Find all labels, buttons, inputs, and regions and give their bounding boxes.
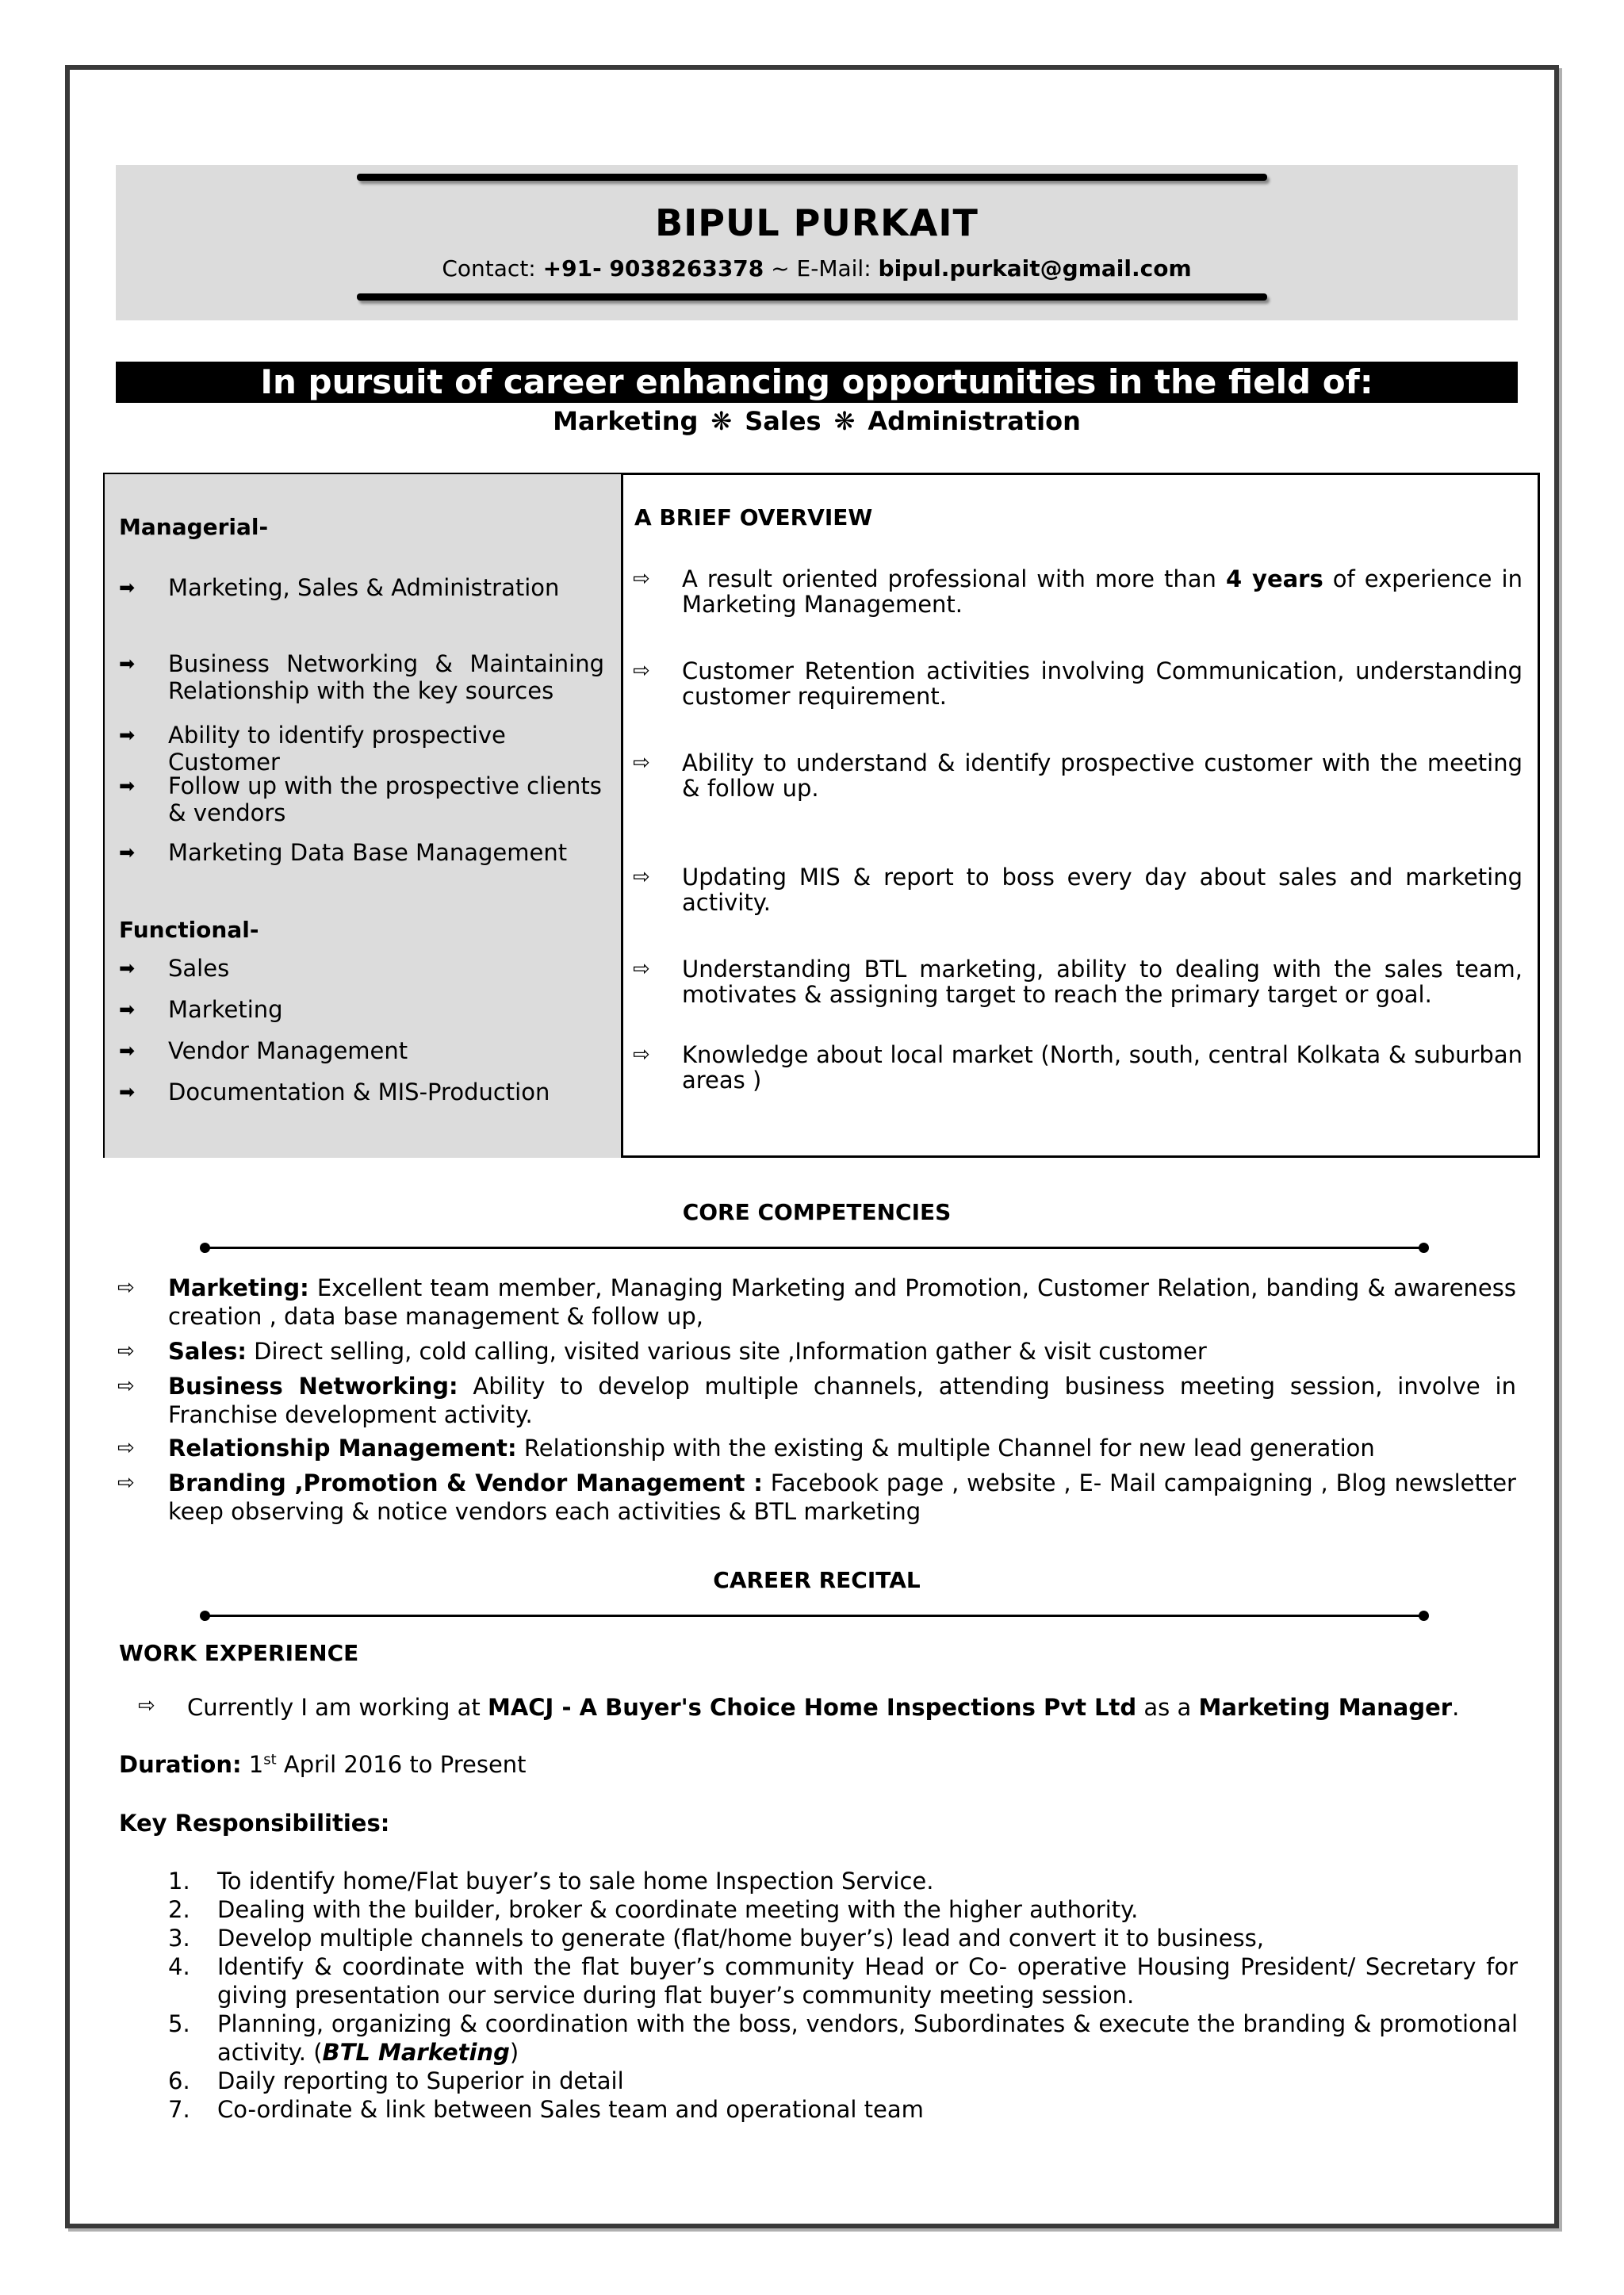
field-sales: Sales <box>745 406 822 436</box>
candidate-name: BIPUL PURKAIT <box>655 201 979 244</box>
skill-item: ➡ Ability to identify prospective Customer <box>119 722 506 776</box>
right-arrow-icon: ➡ <box>119 1081 136 1103</box>
hollow-arrow-icon: ⇨ <box>633 865 650 889</box>
star-separator-icon: ❋ <box>833 406 856 436</box>
hollow-arrow-icon: ⇨ <box>633 567 650 591</box>
hollow-arrow-icon: ⇨ <box>117 1374 135 1398</box>
right-arrow-icon: ➡ <box>119 653 136 675</box>
hollow-arrow-icon: ⇨ <box>117 1471 135 1495</box>
right-arrow-icon: ➡ <box>119 957 136 979</box>
header-bottom-rule <box>357 293 1267 301</box>
overview-item: ⇨ Ability to understand & identify prospective customer with the meeting & follow up. <box>633 749 1522 802</box>
competency-item: ⇨ Branding ,Promotion & Vendor Management : Facebook page , website , E- Mail campaigning , Blog newsletter keep observing & notice vendors each activities & BTL marketing <box>117 1469 1516 1525</box>
functional-heading: Functional- <box>119 917 259 943</box>
hollow-arrow-icon: ⇨ <box>633 751 650 775</box>
key-responsibilities-heading: Key Responsibilities: <box>119 1810 390 1837</box>
duration-line: Duration: 1st April 2016 to Present <box>119 1751 527 1778</box>
right-arrow-icon: ➡ <box>119 724 136 746</box>
contact-label: Contact: <box>442 255 543 282</box>
overview-item: ⇨ Customer Retention activities involving Communication, understanding customer requirement. <box>633 657 1522 710</box>
hollow-arrow-icon: ⇨ <box>633 659 650 683</box>
overview-item: ⇨ A result oriented professional with more than 4 years of experience in Marketing Management. <box>633 565 1522 618</box>
right-arrow-icon: ➡ <box>119 998 136 1021</box>
right-arrow-icon: ➡ <box>119 775 136 797</box>
field-administration: Administration <box>868 406 1081 436</box>
responsibility-item: 5. Planning, organizing & coordination with the boss, vendors, Subordinates & execute the branding & promotional activity. (BTL Marketing) <box>168 2010 1518 2066</box>
field-marketing: Marketing <box>553 406 699 436</box>
objective-banner: In pursuit of career enhancing opportunities in the field of: <box>116 362 1518 403</box>
hollow-arrow-icon: ⇨ <box>633 957 650 981</box>
overview-heading: A BRIEF OVERVIEW <box>634 504 873 531</box>
managerial-heading: Managerial- <box>119 514 269 540</box>
hollow-arrow-icon: ⇨ <box>117 1436 135 1460</box>
responsibility-item: 2. Dealing with the builder, broker & coordinate meeting with the higher authority. <box>168 1896 1139 1923</box>
skill-item: ➡ Business Networking & Maintaining Relationship with the key sources <box>119 650 604 704</box>
phone-number: +91- 9038263378 <box>542 255 764 282</box>
work-experience-heading: WORK EXPERIENCE <box>119 1640 359 1666</box>
competency-item: ⇨ Sales: Direct selling, cold calling, visited various site ,Information gather & visit customer <box>117 1338 1207 1365</box>
hollow-arrow-icon: ⇨ <box>117 1276 135 1300</box>
overview-item: ⇨ Understanding BTL marketing, ability to dealing with the sales team, motivates & assigning target to reach the primary target or goal. <box>633 956 1522 1008</box>
email-label: ~ E-Mail: <box>764 255 879 282</box>
responsibility-item: 7. Co-ordinate & link between Sales team and operational team <box>168 2096 924 2123</box>
right-arrow-icon: ➡ <box>119 1040 136 1062</box>
contact-line <box>116 255 1518 282</box>
section-divider <box>205 1247 1424 1249</box>
career-fields <box>116 406 1518 436</box>
skill-item: ➡ Documentation & MIS-Production <box>119 1079 550 1105</box>
core-competencies-heading: CORE COMPETENCIES <box>682 1199 952 1225</box>
email-address: bipul.purkait@gmail.com <box>878 255 1192 282</box>
skill-item: ➡ Follow up with the prospective clients & vendors <box>119 772 602 826</box>
section-divider <box>205 1615 1424 1617</box>
skill-item: ➡ Marketing, Sales & Administration <box>119 574 560 601</box>
responsibility-item: 4. Identify & coordinate with the flat buyer’s community Head or Co- operative Housing President/ Secretary for giving presentation our service during flat buyer’s community meeting session. <box>168 1953 1518 2009</box>
overview-item: ⇨ Knowledge about local market (North, south, central Kolkata & suburban areas ) <box>633 1041 1522 1094</box>
hollow-arrow-icon: ⇨ <box>138 1694 155 1718</box>
responsibility-item: 3. Develop multiple channels to generate (flat/home buyer’s) lead and convert it to business, <box>168 1925 1264 1952</box>
skill-item: ➡ Sales <box>119 955 230 982</box>
header-top-rule <box>357 174 1267 181</box>
skill-item: ➡ Marketing <box>119 996 283 1023</box>
competency-item: ⇨ Relationship Management: Relationship with the existing & multiple Channel for new lead generation <box>117 1435 1375 1462</box>
career-recital-heading: CAREER RECITAL <box>713 1567 921 1593</box>
hollow-arrow-icon: ⇨ <box>117 1339 135 1363</box>
competency-item: ⇨ Business Networking: Ability to develop multiple channels, attending business meeting session, involve in Franchise development activity. <box>117 1373 1516 1428</box>
competency-item: ⇨ Marketing: Excellent team member, Managing Marketing and Promotion, Customer Relation, banding & awareness creation , data base management & follow up, <box>117 1274 1516 1330</box>
hollow-arrow-icon: ⇨ <box>633 1043 650 1067</box>
responsibility-item: 1. To identify home/Flat buyer’s to sale home Inspection Service. <box>168 1868 934 1895</box>
skill-item: ➡ Vendor Management <box>119 1037 408 1064</box>
right-arrow-icon: ➡ <box>119 577 136 599</box>
overview-item: ⇨ Updating MIS & report to boss every day about sales and marketing activity. <box>633 864 1522 916</box>
current-position: ⇨ Currently I am working at MACJ - A Buyer's Choice Home Inspections Pvt Ltd as a Marketing Manager. <box>138 1694 1460 1721</box>
right-arrow-icon: ➡ <box>119 841 136 864</box>
skill-item: ➡ Marketing Data Base Management <box>119 839 568 866</box>
star-separator-icon: ❋ <box>710 406 733 436</box>
responsibility-item: 6. Daily reporting to Superior in detail <box>168 2067 624 2094</box>
